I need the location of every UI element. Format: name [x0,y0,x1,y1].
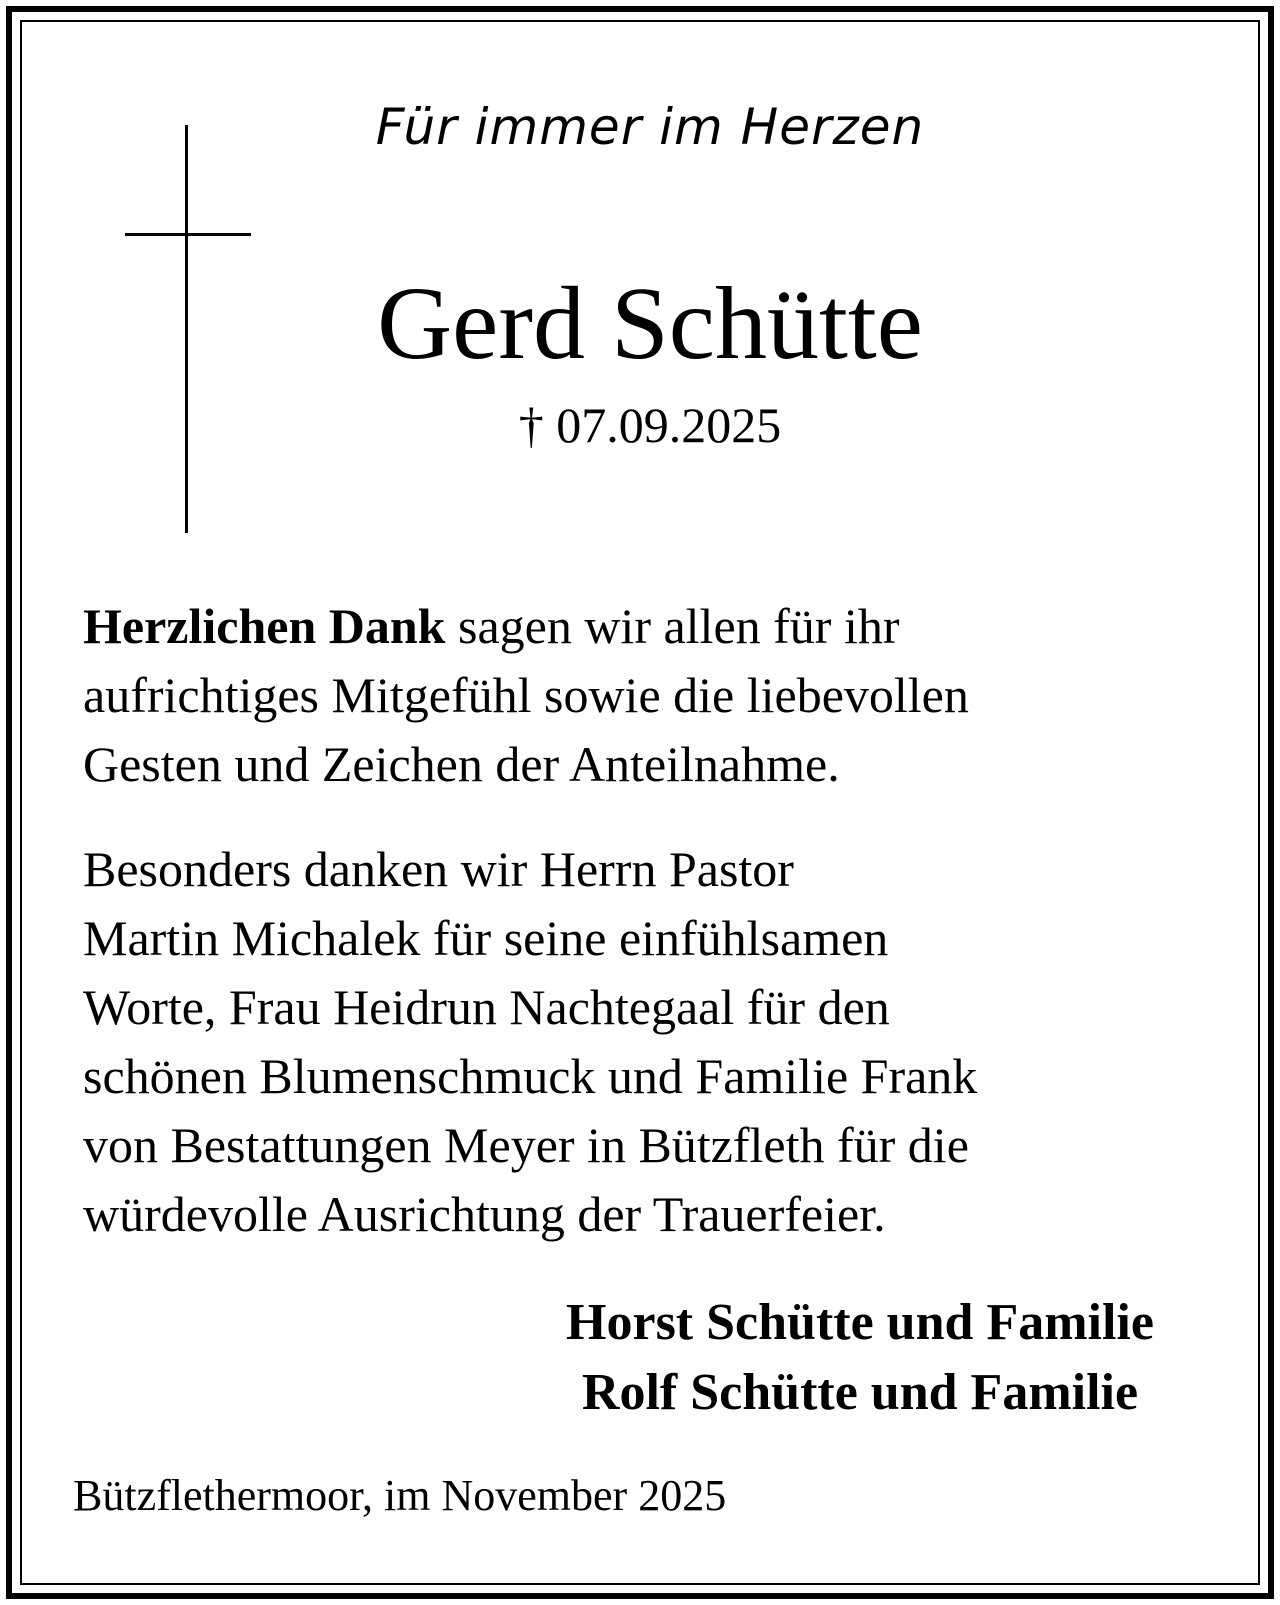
deceased-name: Gerd Schütte [377,266,923,381]
special-thanks-paragraph [83,835,1223,1249]
special-thanks-line: würdevolle Ausrichtung der Trauerfeier. [83,1186,886,1242]
motto: Für immer im Herzen [375,98,925,156]
special-thanks-line: schönen Blumenschmuck und Familie Frank [83,1048,978,1104]
thanks-lead: Herzlichen Dank [83,598,446,654]
thanks-line-1 [83,592,1223,661]
thanks-line-3: Gesten und Zeichen der Anteilnahme. [83,736,840,792]
thanks-paragraph [83,592,1223,799]
cross-icon-bar [125,233,251,236]
thanks-line-1-rest: sagen wir allen für ihr [445,598,900,654]
special-thanks-line: von Bestattungen Meyer in Bützfleth für die [83,1117,969,1173]
cross-icon [185,125,188,533]
signer-line: Rolf Schütte und Familie [581,1364,1139,1421]
special-thanks-line: Besonders danken wir Herrn Pastor [83,841,794,897]
death-date: † 07.09.2025 [518,397,782,453]
special-thanks-line: Worte, Frau Heidrun Nachtegaal für den [83,979,890,1035]
place-date: Bützflethermoor, im November 2025 [73,1471,727,1520]
signer-line: Horst Schütte und Familie [566,1294,1154,1351]
thanks-line-2: aufrichtiges Mitgefühl sowie die liebevollen [83,667,969,723]
special-thanks-line: Martin Michalek für seine einfühlsamen [83,910,889,966]
signers [490,1288,1230,1428]
